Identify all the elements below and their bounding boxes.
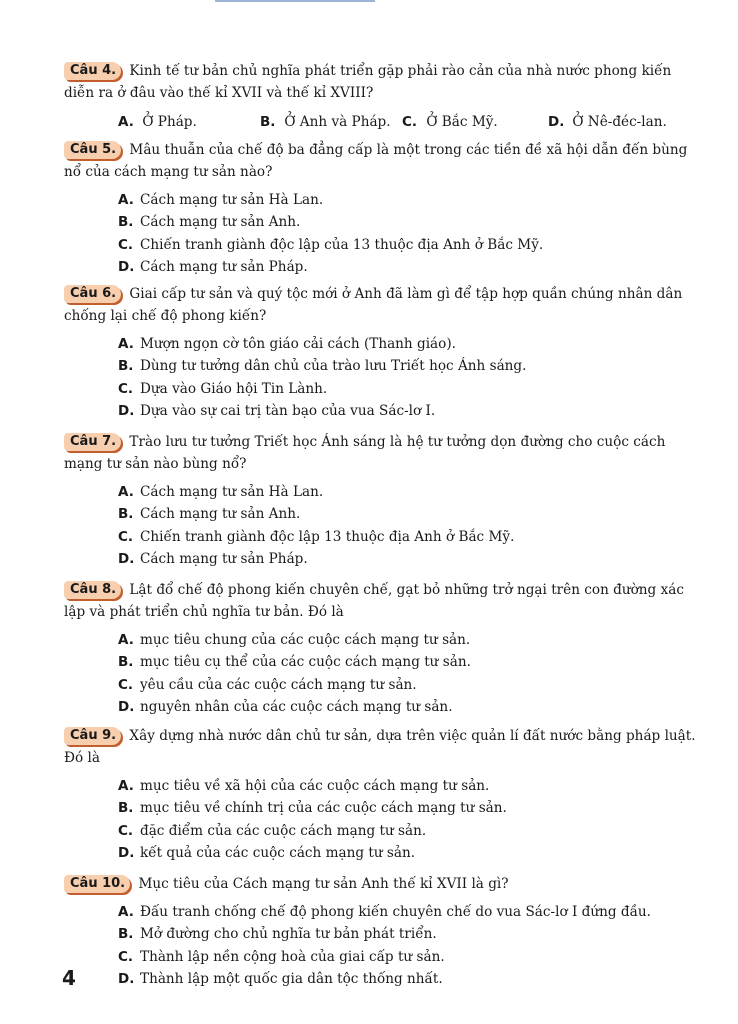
option-b[interactable]: B. Dùng tư tưởng dân chủ của trào lưu Triết học Ánh sáng. (118, 358, 527, 374)
option-b[interactable]: B. Mở đường cho chủ nghĩa tư bản phát triển. (118, 926, 437, 942)
question-stem (64, 725, 704, 769)
question-label: Câu 5. (64, 141, 121, 159)
question-stem (64, 431, 704, 475)
question-text: Trào lưu tư tưởng Triết học Ánh sáng là hệ tư tưởng dọn đường cho cuộc cách mạng tư sản nào bùng nổ? (64, 433, 666, 472)
question-10 (64, 873, 704, 991)
option-a[interactable]: A. mục tiêu chung của các cuộc cách mạng tư sản. (118, 631, 471, 648)
question-stem (64, 60, 704, 104)
question-text: Mục tiêu của Cách mạng tư sản Anh thế kỉ XVII là gì? (138, 875, 509, 892)
question-label: Câu 4. (64, 62, 121, 80)
option-c[interactable]: C. Dựa vào Giáo hội Tin Lành. (118, 380, 328, 397)
question-text: Lật đổ chế độ phong kiến chuyên chế, gạt bỏ những trở ngại trên con đường xác lập và phát triển chủ nghĩa tư bản. Đó là (64, 581, 684, 620)
option-a[interactable]: A. Cách mạng tư sản Hà Lan. (118, 191, 324, 208)
question-label: Câu 10. (64, 875, 130, 893)
question-list (64, 60, 704, 995)
option-b[interactable]: B. Cách mạng tư sản Anh. (118, 214, 301, 230)
option-a[interactable]: A. Đấu tranh chống chế độ phong kiến chuyên chế do vua Sác-lơ I đứng đầu. (118, 903, 651, 920)
page-number: 4 (62, 966, 76, 990)
question-text: Xây dựng nhà nước dân chủ tư sản, dựa trên việc quản lí đất nước bằng pháp luật. Đó là (64, 727, 696, 766)
option-c[interactable]: C. Chiến tranh giành độc lập của 13 thuộc địa Anh ở Bắc Mỹ. (118, 236, 544, 253)
option-d[interactable]: D. nguyên nhân của các cuộc cách mạng tư sản. (118, 699, 453, 715)
question-5 (64, 139, 704, 279)
option-a[interactable]: A. Ở Pháp. (118, 114, 197, 130)
question-stem (64, 873, 704, 895)
option-c[interactable]: C. Ở Bắc Mỹ. (402, 114, 498, 130)
question-8 (64, 579, 704, 719)
question-4 (64, 60, 704, 134)
option-b[interactable]: B. Cách mạng tư sản Anh. (118, 506, 301, 522)
option-d[interactable]: D. kết quả của các cuộc cách mạng tư sản. (118, 845, 416, 861)
question-text: Kinh tế tư bản chủ nghĩa phát triển gặp phải rào cản của nhà nước phong kiến diễn ra ở đâu vào thế kỉ XVII và thế kỉ XVIII? (64, 63, 672, 101)
option-a[interactable]: A. Cách mạng tư sản Hà Lan. (118, 483, 324, 500)
options (64, 481, 704, 571)
option-d[interactable]: D. Ở Nê-đéc-lan. (548, 114, 667, 130)
option-c[interactable]: C. yêu cầu của các cuộc cách mạng tư sản. (118, 676, 417, 693)
option-c[interactable]: C. đặc điểm của các cuộc cách mạng tư sản. (118, 822, 427, 839)
question-label: Câu 7. (64, 433, 121, 451)
option-c[interactable]: C. Thành lập nền cộng hoà của giai cấp tư sản. (118, 948, 445, 965)
question-text: Mâu thuẫn của chế độ ba đẳng cấp là một trong các tiền đề xã hội dẫn đến bùng nổ của cách mạng tư sản nào? (64, 141, 688, 180)
question-label: Câu 6. (64, 285, 121, 303)
options (64, 629, 704, 719)
option-d[interactable]: D. Dựa vào sự cai trị tàn bạo của vua Sác-lơ I. (118, 403, 436, 419)
question-label: Câu 9. (64, 727, 121, 745)
option-c[interactable]: C. Chiến tranh giành độc lập 13 thuộc địa Anh ở Bắc Mỹ. (118, 528, 515, 545)
question-6 (64, 283, 704, 423)
option-d[interactable]: D. Cách mạng tư sản Pháp. (118, 551, 308, 567)
question-9 (64, 725, 704, 865)
question-text: Giai cấp tư sản và quý tộc mới ở Anh đã làm gì để tập hợp quần chúng nhân dân chống lại chế độ phong kiến? (64, 285, 683, 324)
question-stem (64, 139, 704, 183)
question-label: Câu 8. (64, 581, 121, 599)
option-a[interactable]: A. mục tiêu về xã hội của các cuộc cách mạng tư sản. (118, 777, 490, 794)
options (64, 775, 704, 865)
option-b[interactable]: B. Ở Anh và Pháp. (260, 114, 391, 130)
options (64, 189, 704, 279)
options-row (64, 111, 704, 134)
options (64, 333, 704, 423)
question-stem (64, 283, 704, 327)
question-stem (64, 579, 704, 623)
question-7 (64, 431, 704, 571)
option-a[interactable]: A. Mượn ngọn cờ tôn giáo cải cách (Thanh giáo). (118, 335, 456, 352)
option-d[interactable]: D. Thành lập một quốc gia dân tộc thống nhất. (118, 971, 443, 987)
options (64, 901, 704, 991)
option-d[interactable]: D. Cách mạng tư sản Pháp. (118, 259, 308, 275)
top-rule (215, 0, 375, 2)
option-b[interactable]: B. mục tiêu về chính trị của các cuộc cách mạng tư sản. (118, 800, 507, 816)
option-b[interactable]: B. mục tiêu cụ thể của các cuộc cách mạng tư sản. (118, 654, 471, 670)
